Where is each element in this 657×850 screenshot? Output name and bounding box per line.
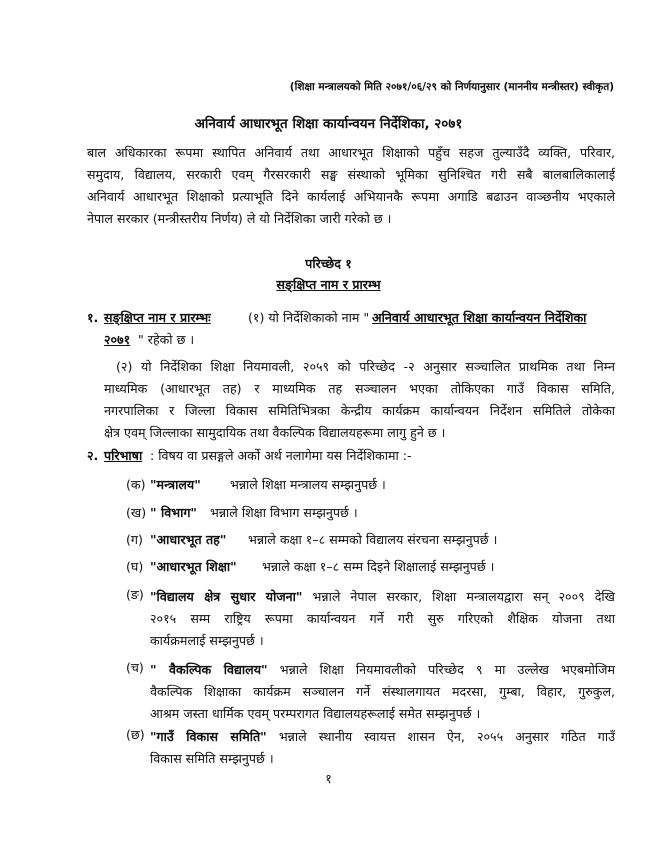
paragraph-line: क्षेत्र एवम् जिल्लाका सामुदायिक तथा वैकल्पिक विद्यालयहरूमा लागु हुने छ । xyxy=(104,425,446,440)
definition-text: २०१५ सम्म राष्ट्रिय रूपमा कार्यान्वयन गर्ने गरी सुरु गरिएको शैक्षिक योजना तथा xyxy=(150,611,615,626)
section-1-sub1-lead: (१) यो निर्देशिकाको नाम " xyxy=(248,310,370,325)
paragraph-line: माध्यमिक (आधारभूत तह) र माध्यमिक तह सञ्चालन भएका तोकिएका गाउँ विकास समिति, xyxy=(104,381,615,396)
preamble-line: समुदाय, विद्यालय, सरकारी एवम् गैरसरकारी सङ्घ संस्थाको भूमिका सुनिश्चित गरी सबै बालबालिकालाई xyxy=(87,167,615,182)
document-title: अनिवार्य आधारभूत शिक्षा कार्यान्वयन निर्देशिका, २०७१ xyxy=(194,116,463,132)
definition-text: भन्नाले नेपाल सरकार, शिक्षा मन्त्रालयद्वारा सन् २००९ देखि xyxy=(312,589,615,604)
definition-text: कार्यक्रमलाई सम्झनुपर्छ । xyxy=(150,633,264,648)
definition-text: वैकल्पिक शिक्षाका कार्यक्रम सञ्चालन गर्ने संस्थालगायत मदरसा, गुम्बा, विहार, गुरुकुल, xyxy=(150,684,615,699)
definition-text: विकास समिति सम्झनुपर्छ । xyxy=(150,751,274,766)
definition-text: भन्नाले शिक्षा मन्त्रालय सम्झनुपर्छ । xyxy=(230,477,386,492)
guideline-name: अनिवार्य आधारभूत शिक्षा कार्यान्वयन निर्देशिका xyxy=(372,310,587,325)
definition-block xyxy=(150,726,615,770)
section-1-sub2 xyxy=(104,356,615,444)
definition-text: भन्नाले कक्षा १–८ सम्मको विद्यालय संरचना सम्झनुपर्छ । xyxy=(248,532,498,547)
definition-text: भन्नाले शिक्षा विभाग सम्झनुपर्छ । xyxy=(210,505,358,520)
definition-term: " वैकल्पिक विद्यालय" xyxy=(150,662,268,677)
chapter-title: सङ्क्षिप्त नाम र प्रारम्भ xyxy=(276,277,381,292)
definition-marker: (ङ) xyxy=(126,587,144,602)
preamble xyxy=(87,142,615,230)
section-2-heading: परिभाषा xyxy=(104,448,143,463)
paragraph-line: (२) यो निर्देशिका शिक्षा नियमावली, २०५९ को परिच्छेद -२ अनुसार सञ्चालित प्राथमिक तथा निम्न xyxy=(116,359,615,374)
section-2-number: २. xyxy=(87,448,99,463)
section-1-heading: सङ्क्षिप्त नाम र प्रारम्भः xyxy=(104,310,211,325)
definition-marker: (क) xyxy=(126,477,146,492)
page-number: १ xyxy=(325,771,332,786)
section-2-intro: : विषय वा प्रसङ्गले अर्को अर्थ नलागेमा यस निर्देशिकामा :- xyxy=(150,448,412,463)
chapter-label: परिच्छेद १ xyxy=(305,256,352,271)
definition-term: "गाउँ विकास समिति" xyxy=(150,729,267,744)
section-1-number: १. xyxy=(87,310,99,325)
definition-term: "विद्यालय क्षेत्र सुधार योजना" xyxy=(150,589,303,604)
paragraph-line: नगरपालिका र जिल्ला विकास समितिभित्रका केन्द्रीय कार्यक्रम कार्यान्वयन निर्देशन समितिले तोकेका xyxy=(104,403,615,418)
definition-text: भन्नाले शिक्षा नियमावलीको परिच्छेद ९ मा उल्लेख भएबमोजिम xyxy=(279,662,615,677)
definition-marker: (घ) xyxy=(126,559,144,574)
guideline-year: २०७१ xyxy=(104,332,131,347)
preamble-line: बाल अधिकारका रूपमा स्थापित अनिवार्य तथा आधारभूत शिक्षाको पहुँच सहज तुल्याउँदै व्यक्ति, परिवार, xyxy=(87,145,615,160)
definition-marker: (ग) xyxy=(126,532,143,547)
definition-text: आश्रम जस्ता धार्मिक एवम् परम्परागत विद्यालयहरूलाई समेत सम्झनुपर्छ । xyxy=(150,706,481,721)
definition-text: भन्नाले स्थानीय स्वायत्त शासन ऐन, २०५५ अनुसार गठित गाउँ xyxy=(278,729,615,744)
preamble-line: नेपाल सरकार (मन्त्रीस्तरीय निर्णय) ले यो निर्देशिका जारी गरेको छ । xyxy=(87,211,392,226)
definition-term: "आधारभूत शिक्षा" xyxy=(150,559,237,574)
section-1-sub1-tail: " रहेको छ । xyxy=(138,332,195,347)
definition-term: " विभाग" xyxy=(150,505,197,520)
definition-marker: (छ) xyxy=(126,727,145,742)
definition-marker: (ख) xyxy=(126,505,147,520)
preamble-line: अनिवार्य आधारभूत शिक्षाको प्रत्याभूति दिने कार्यलाई अभियानकै रूपमा अगाडि बढाउन वाञ्छनीय भएकाले xyxy=(87,189,615,204)
definition-term: "मन्त्रालय" xyxy=(150,477,201,492)
definition-block xyxy=(150,659,615,725)
definition-text: भन्नाले कक्षा १–८ सम्म दिइने शिक्षालाई सम्झनुपर्छ । xyxy=(262,559,495,574)
definition-term: "आधारभूत तह" xyxy=(150,532,227,547)
approval-note: (शिक्षा मन्त्रालयको मिति २०७१/०६/२९ को निर्णयानुसार (माननीय मन्त्रीस्तर) स्वीकृत) xyxy=(289,81,614,93)
definition-block xyxy=(150,586,615,652)
definition-marker: (च) xyxy=(126,660,144,675)
